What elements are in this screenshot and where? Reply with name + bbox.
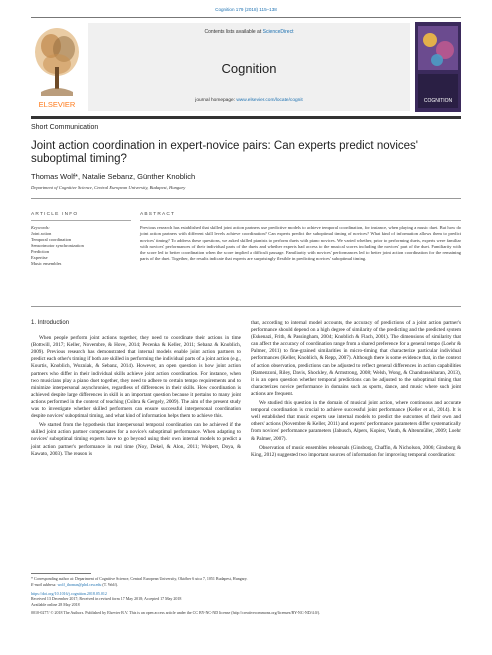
doi-link[interactable]: https://doi.org/10.1016/j.cognition.2018.05.012	[31, 590, 107, 596]
keyword: Sensorimotor synchronization	[31, 243, 84, 248]
body-left-column	[31, 320, 241, 460]
paragraph: We started from the hypothesis that interpersonal temporal coordination can be achieved if the skilled joint action partner compensates for a novice's suboptimal performance. When adapting to novices' suboptimal timing experts have to go beyond using their own internal models to predict a joint action partner's performance in real time (Noy, Dekel, & Alon, 2011; Wolpert, Doya, & Kawato, 2003). The reason is	[31, 422, 241, 457]
received-dates: Received 13 December 2017; Received in revised form 17 May 2018; Accepted 17 May 2018	[31, 596, 182, 602]
section-heading: 1. Introduction	[31, 320, 70, 326]
keywords-block	[31, 225, 131, 267]
divider	[31, 220, 131, 221]
footnotes	[31, 576, 451, 616]
article-title: Joint action coordination in expert-novice pairs: Can experts predict novices' suboptimal timing?	[31, 140, 419, 165]
keyword: Expertise	[31, 255, 48, 260]
affiliation: Department of Cognitive Science, Central European University, Budapest, Hungary	[31, 185, 186, 190]
article-type: Short Communication	[31, 124, 99, 131]
license-note: 0010-0277/ © 2018 The Authors. Published by Elsevier B.V. This is an open access article under the CC BY-NC-ND license (http://creativecommons.org/licenses/BY-NC-ND/4.0/).	[31, 609, 321, 615]
email-line	[31, 582, 451, 588]
email-suffix: (T. Wolf).	[102, 581, 119, 587]
top-rule	[31, 17, 461, 18]
journal-reference[interactable]: Cognition 179 (2018) 115–138	[215, 7, 277, 12]
header-rule	[31, 116, 461, 119]
elsevier-logo[interactable]	[31, 22, 83, 112]
email-label: E-mail address:	[31, 581, 57, 587]
journal-homepage	[88, 98, 410, 103]
cover-label: COGNITION	[423, 98, 453, 104]
paragraph: When people perform joint actions together, they need to coordinate their actions in time (Bottwill, 2017; Keller, Novembre, & Hove, 2014; Pecenka & Keller, 2011; Sebanz & Knoblich, 2009). Previous research has demonstrated that internal models enable joint action partners to predict each other's timing if both are skilled in performing the individual parts of a joint action (e.g., Kourtis, Knoblich, Wozniak, & Sebanz, 2014). However, an open question is how joint action partners who differ in their individual skills achieve joint action coordination. For instance, when two musicians play a piano duet together, they need to adhere to certain tempo requirements and to minimize interpersonal asynchronies, regardless of differences in their skills. How coordination is achieved despite large differences in skill is an important question because it pertains to many joint actions performed in the context of teaching (Csibra & Gergely, 2009). The aim of the present study was to investigate whether skilled performers can ensure successful interpersonal coordination despite novices' suboptimal timing, and what kind of information helps them to achieve this.	[31, 335, 241, 420]
journal-cover[interactable]	[415, 22, 461, 112]
abstract-text: Previous research has established that skilled joint action partners use predictive models to achieve temporal coordination, for instance, when playing a music duet. But how do joint action partners with different skill levels achieve coordination? Can experts predict the suboptimal timing of novices? What kind of information allows them to predict novices' timing? To address these questions, we asked skilled pianists to perform duets with piano novices. We varied whether, prior to performing duets, experts were familiar with novices' performances of their individual parts of the duets and whether experts had access to the musical scores including the novices' part of the duet. Familiarity with the score led to better coordination when the score implied a difficult passage. Familiarity with novices' performances led to better joint action coordination for the remaining parts of the duet. Together, the results indicate that experts are surprisingly flexible in predicting novices' suboptimal timing.	[140, 225, 461, 262]
available-online: Available online 28 May 2018	[31, 602, 80, 608]
keywords-title: Keywords:	[31, 225, 50, 230]
divider	[31, 198, 461, 199]
paragraph: We studied this question in the domain of musical joint action, where continuous and accurate temporal coordination is crucial to achieve successful joint performance (Keller et al., 2014). It is well established that music experts use internal models to predict the outcomes of their own and others' actions (Novembre & Keller, 2011) and experts' performance parameters differ systematically from novices' performance parameters (Jabusch, Alpers, Kopiez, Vauth, & Altenmüller, 2009; Loehr & Palmer, 2007).	[251, 400, 461, 442]
body-right-column	[251, 320, 461, 461]
article-info-heading: ARTICLE INFO	[31, 212, 79, 217]
sciencedirect-link[interactable]: ScienceDirect	[262, 29, 294, 35]
correspondence-note: * Corresponding author at: Department of Cognitive Science, Central European University, Október 6 utca 7, 1051 Budapest, Hungary.	[31, 576, 248, 581]
divider	[31, 306, 461, 307]
email-link[interactable]: wolf_thomas@phd.ceu.edu	[57, 581, 102, 587]
paragraph: that, according to internal model accounts, the accuracy of predictions of a joint action partner's performance should depend on a high degree of similarity of the predicting and the predicted system (Eskenazi, Frith, & Passingham, 2004; Knoblich & Flach, 2001). The dimensions of similarity that can affect the accuracy of coordination range from a shared preference for a general tempo (Loehr & Palmer, 2011) to fine-grained similarities in micro-timing that characterize particular individual performances (Keller, Knoblich, & Repp, 2007). Although there is some evidence that, in the context of action observation, predictions can be adjusted to reflect general differences in action capabilities (Ramenzoni, Riley, Davis, Shockley, & Armstrong, 2008; Welsh, Wong, & Chandrasekharan, 2013), it is an open question whether temporal predictions can be adjusted to the suboptimal timing that characterizes novice performance in domains such as sports, dance, and music where such joint actions are frequent.	[251, 320, 461, 397]
author-list[interactable]: Thomas Wolf*, Natalie Sebanz, Günther Knoblich	[31, 172, 196, 181]
contents-prefix: Contents lists available at	[204, 29, 262, 35]
keyword: Music ensembles	[31, 261, 62, 266]
keyword: Joint action	[31, 231, 52, 236]
publisher-name: ELSEVIER	[38, 100, 76, 109]
cover-image-icon	[415, 22, 461, 112]
paragraph: Observation of music ensembles rehearsals (Ginsborg, Chaffin, & Nicholson, 2006; Ginsborg & King, 2012) suggested two important sources of information for improving temporal coordination:	[251, 444, 461, 458]
divider	[140, 220, 461, 221]
journal-title[interactable]: Cognition	[221, 61, 277, 76]
abstract-heading: ABSTRACT	[140, 212, 176, 217]
keyword: Prediction	[31, 249, 50, 254]
elsevier-tree-icon	[31, 22, 83, 112]
homepage-prefix: journal homepage:	[195, 98, 235, 103]
keyword: Temporal coordination	[31, 237, 72, 242]
contents-line	[88, 29, 410, 35]
homepage-link[interactable]: www.elsevier.com/locate/cognit	[236, 98, 303, 103]
footnote-rule	[31, 573, 91, 574]
